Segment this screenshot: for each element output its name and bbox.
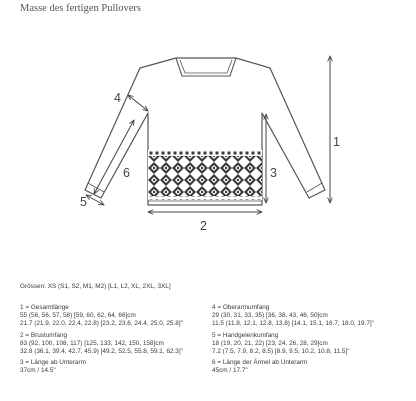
dim-4-line [128,95,148,111]
measurement-6-label: 6 = Länge der Ärmel ab Unterarm [212,359,308,367]
measurement-1-label: 1 = Gesamtlänge [20,304,69,311]
measurement-1 [20,304,183,329]
measurement-4 [212,304,374,329]
measurement-5-label: 5 = Handgelenkumfang [212,331,279,339]
measurement-3 [20,359,183,375]
measurement-4-label: 4 = Oberarmumfang [212,304,270,311]
dim-2-label: 2 [200,219,207,233]
measurement-2-cm: 83 (92, 100, 108, 117) [125, 133, 142, 150, 158]cm [20,339,164,347]
sizes-line: Grössen: XS (S1, S2, M1, M2) [L1, L2, XL, 2XL, 3XL] [20,283,171,290]
measurement-2-label: 2 = Brustumfang [20,331,68,339]
measurement-6-value: 45cm / 17.7" [212,367,248,375]
measurements-right [212,304,374,379]
measurement-5-in: 7.2 (7.5, 7.9, 8.2, 8.5) [8.9, 9.5, 10.2, 10.8, 11.5]" [212,348,350,356]
page-title: Masse des fertigen Pullovers [20,3,142,14]
measurement-1-cm: 55 (56, 56, 57, 58) [59, 60, 62, 64, 66]cm [20,312,136,320]
dim-4-label: 4 [114,91,121,105]
measurements-left [20,304,183,379]
measurement-6 [212,359,374,375]
pattern-border-top [148,150,262,156]
measurement-5 [212,332,374,357]
measurement-3-value: 37cm / 14.5" [20,367,56,375]
pattern-border-bottom [148,196,262,200]
measurement-2-in: 32.8 (36.1, 39.4, 42.7, 45.9) [49.2, 52.5, 55.8, 59.1, 62.3]" [20,348,183,356]
dim-3-label: 3 [270,166,277,180]
dim-5-label: 5 [80,195,87,209]
measurement-1-in: 21.7 (21.9, 22.0, 22.4, 22.8) [23.2, 23.6, 24.4, 25.0, 25.8]" [20,320,183,328]
measurement-3-label: 3 = Länge ab Unterarm [20,359,86,367]
neckline-inner [180,60,232,73]
cuff-rib-right [307,183,322,192]
dim-1-label: 1 [333,135,340,149]
measurement-5-cm: 18 (19, 20, 21, 22) [23, 24, 26, 28, 29]cm [212,339,328,347]
dim-6-label: 6 [123,166,130,180]
measurement-4-in: 11.5 (11.8, 12.1, 12.8, 13.8) [14.1, 15.1, 16.7, 18.0, 19.7]" [212,320,374,328]
pattern-band [148,156,262,196]
measurement-4-cm: 29 (30, 31, 33, 35) [36, 38, 43, 46, 50]cm [212,312,328,320]
measurement-2 [20,332,183,357]
